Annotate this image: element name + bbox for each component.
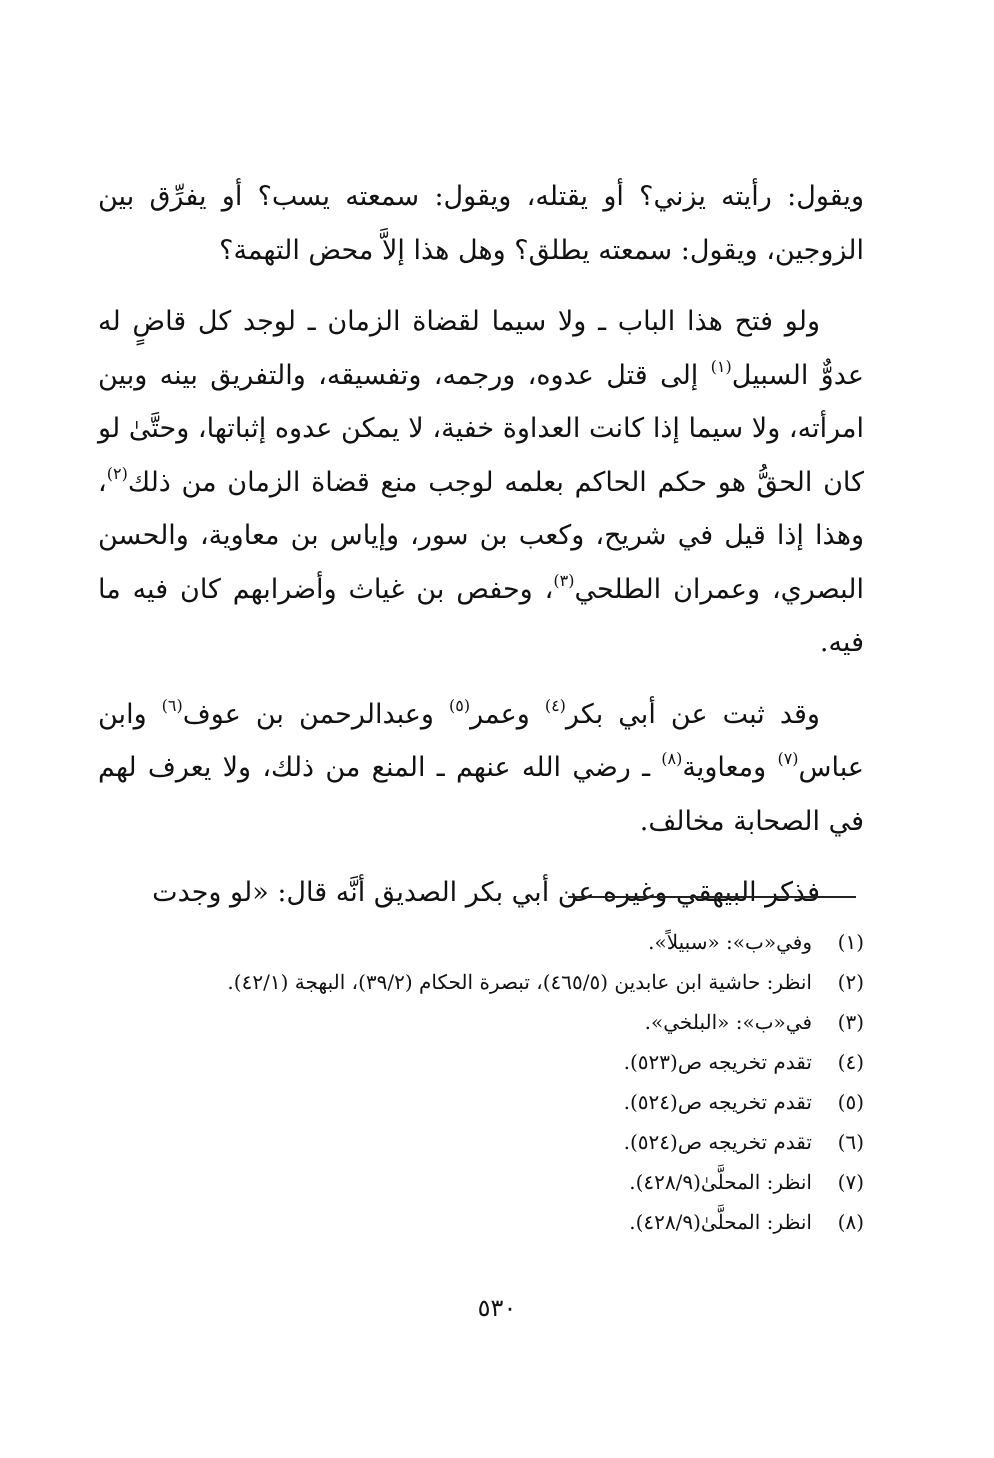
footnote-text: انظر: المحلَّىٰ(٤٢٨/٩).	[629, 1210, 812, 1234]
main-text	[98, 170, 864, 938]
footnote-number: (٢)	[837, 970, 864, 994]
footnote-number: (١)	[837, 930, 864, 954]
page-number: ٥٣٠	[477, 1294, 517, 1322]
paragraph	[98, 866, 864, 920]
footnote	[98, 1042, 864, 1082]
footnote-ref: (٧)	[777, 749, 799, 768]
footnote-text: في«ب»: «البلخي».	[644, 1010, 812, 1034]
text-run: ، وحفص بن غياث وأضرابهم كان فيه ما فيه.	[98, 573, 864, 658]
paragraph	[98, 688, 864, 849]
text-run: وعبدالرحمن بن عوف	[182, 698, 450, 730]
footnote-number: (٧)	[837, 1170, 864, 1194]
footnote	[98, 962, 864, 1002]
footnote-text: تقدم تخريجه ص(٥٢٤).	[623, 1130, 812, 1154]
footnote-ref: (٥)	[449, 695, 471, 715]
text-run: ولو فتح هذا الباب ـ ولا سيما لقضاة الزمان ـ لوجد كل قاضٍ له عدوٌّ السبيل	[98, 306, 864, 391]
footnote-ref: (١)	[710, 356, 732, 376]
footnote-text: تقدم تخريجه ص(٥٢٣).	[623, 1050, 812, 1074]
footnote-ref: (٦)	[161, 695, 183, 715]
footnote-separator	[568, 896, 856, 898]
paragraph	[98, 295, 864, 670]
text-run: وقد ثبت عن أبي بكر	[565, 698, 820, 730]
footnotes	[98, 922, 864, 1242]
text-run: وعمر	[470, 698, 545, 730]
footnote-number: (٨)	[837, 1210, 864, 1234]
footnote-number: (٥)	[837, 1090, 864, 1114]
footnote-ref: (٢)	[106, 463, 128, 483]
footnote	[98, 1082, 864, 1122]
text-run: ويقول: رأيته يزني؟ أو يقتله، ويقول: سمعته يسب؟ أو يفرِّق بين الزوجين، ويقول: سمعته يطلق؟ وهل هذا إلاَّ محض التهمة؟	[98, 181, 864, 266]
text-run: ـ رضي الله عنهم ـ المنع من ذلك، ولا يعرف لهم في الصحابة مخالف.	[98, 752, 864, 837]
text-run: وابن عباس	[98, 698, 864, 783]
footnote-number: (٣)	[837, 1010, 864, 1034]
footnote-ref: (٣)	[553, 570, 575, 590]
footnote-text: انظر: المحلَّىٰ(٤٢٨/٩).	[629, 1170, 812, 1194]
footnote	[98, 922, 864, 962]
text-run: ومعاوية	[682, 752, 778, 783]
footnote	[98, 1162, 864, 1202]
text-run: فذكر البيهقي وغيره عن أبي بكر الصديق أنَّه قال: «لو وجدت	[152, 877, 820, 908]
footnote-ref: (٤)	[544, 695, 566, 715]
text-run: ، وهذا إذا قيل في شريح، وكعب بن سور، وإياس بن معاوية، والحسن البصري، وعمران الطلحي	[98, 466, 864, 605]
footnote	[98, 1002, 864, 1042]
footnote-text: انظر: حاشية ابن عابدين (٤٦٥/٥)، تبصرة الحكام (٣٩/٢)، البهجة (٤٢/١).	[227, 970, 812, 994]
footnote	[98, 1202, 864, 1242]
footnote-text: وفي«ب»: «سبيلاً».	[648, 930, 812, 954]
footnote	[98, 1122, 864, 1162]
text-run: إلى قتل عدوه، ورجمه، وتفسيقه، والتفريق بينه وبين امرأته، ولا سيما إذا كانت العداوة خفية، لا يمكن عدوه إثباتها، وحتَّىٰ لو كان الحقُّ هو حكم الحاكم بعلمه لوجب منع قضاة الزمان من ذلك	[98, 359, 864, 498]
paragraph	[98, 170, 864, 277]
footnote-text: تقدم تخريجه ص(٥٢٤).	[623, 1090, 812, 1114]
footnote-number: (٤)	[837, 1050, 864, 1074]
footnote-number: (٦)	[837, 1130, 864, 1154]
footnote-ref: (٨)	[661, 749, 683, 768]
